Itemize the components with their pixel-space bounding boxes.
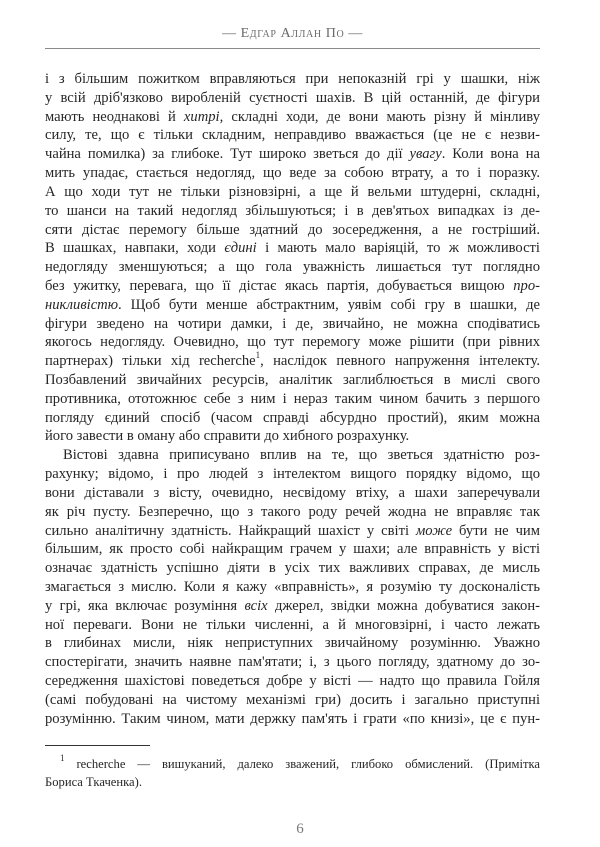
text-segment: означає здатність успішно діяти в усіх тих важливих справах, де мисль: [45, 560, 540, 577]
text-segment: як річ пусту. Безперечно, що з такого роду речей жодна не вправляє так: [45, 503, 540, 520]
text-segment: . Коли вона на: [441, 146, 540, 163]
text-line: [45, 183, 540, 202]
text-line: [45, 108, 540, 127]
text-segment: партнерах) тільки хід recherche: [45, 353, 256, 370]
text-segment: силу, те, що є тільки складним, неправдиво вважається (це не є незви-: [45, 127, 540, 144]
text-segment: у грі, яка включає розуміння: [45, 597, 245, 614]
text-line: [45, 352, 540, 371]
italic-text: всіх: [244, 597, 268, 614]
text-segment: його завести в оману або справити до хибного розрахунку.: [45, 428, 410, 445]
italic-text: про-: [513, 277, 540, 294]
text-line: [45, 145, 540, 164]
text-segment: недогляду зменшуються; а що гола уважність лишається тут поглядно: [45, 259, 540, 276]
text-line: [45, 672, 540, 691]
text-line: [45, 409, 540, 428]
italic-text: може: [415, 522, 453, 539]
text-line: [45, 258, 540, 277]
footnote: [45, 755, 540, 791]
header-rule: [45, 48, 540, 49]
footnote-marker: 1: [255, 350, 261, 361]
text-line: [45, 70, 540, 89]
text-line: [45, 221, 540, 240]
text-segment: ної переваги. Вони не тільки численні, а й многовзірні, і часто лежать: [45, 616, 540, 633]
italic-text: увагу: [409, 146, 442, 163]
text-segment: середження шахістові поведеться добре у вісті — надто що правила Гойля: [45, 673, 540, 689]
text-line: [45, 773, 540, 791]
text-segment: в глибинах мисли, ніяк неприступних звичайному розумінню. Уважно: [45, 635, 540, 652]
text-segment: вони діставали з вісту, очевидно, несвідому втіху, а шахи заперечували: [45, 484, 540, 501]
italic-text: хитрі,: [183, 108, 224, 125]
text-line: [45, 691, 540, 710]
text-segment: , наслідок певного напруження інтелекту.: [260, 353, 540, 370]
text-segment: і з більшим пожитком вправляються при непоказній грі у шашки, ніж: [45, 71, 540, 87]
text-line: [45, 522, 540, 541]
text-line: [45, 540, 540, 559]
text-line: [45, 277, 540, 296]
text-line: [45, 653, 540, 672]
text-segment: якогось недогляду. Очевидно, що тут перемогу може рішити (при рівних: [45, 334, 540, 351]
footnote-marker: 1: [60, 753, 65, 763]
text-segment: Позбавлений звичайних ресурсів, аналітик заглиблюється в мислі свого: [45, 372, 540, 388]
text-line: [45, 296, 540, 315]
text-line: [45, 333, 540, 352]
text-line: [45, 164, 540, 183]
text-segment: і мають мало варіяцій, то ж можливості: [256, 240, 540, 257]
text-line: [45, 484, 540, 503]
text-line: [45, 503, 540, 522]
text-segment: Бориса Ткаченка).: [45, 775, 142, 789]
text-line: [45, 427, 540, 446]
text-segment: противника, ототожнює себе з ним і нераз таким чином бачить з першого: [45, 390, 540, 407]
text-line: [45, 371, 540, 390]
body-text: [45, 70, 540, 728]
text-segment: змагається з мислю. Коли я кажу «вправність», я розумію ту досконалість: [45, 578, 540, 595]
text-segment: погляду єдиний спосіб (часом справді абсурдно простий), яким можна: [45, 409, 540, 426]
text-segment: recherche — вишуканий, далеко зважений, глибоко обмислений. (Примітка: [64, 757, 540, 771]
text-line: [45, 634, 540, 653]
italic-text: єдині: [224, 240, 257, 257]
text-line: [45, 390, 540, 409]
text-line: [45, 126, 540, 145]
text-segment: А що ходи тут не тільки різновзірні, а ще й вельми штудерні, складні,: [45, 183, 540, 200]
footnote-rule: [45, 745, 150, 746]
text-line: [45, 446, 540, 465]
text-segment: розумінню. Таким чином, мати держку пам'ять і грати «по книзі», це є пун-: [45, 710, 540, 727]
text-segment: фігури зведено на чотири дамки, і де, звичайно, не можна сподіватись: [45, 315, 540, 332]
text-segment: бути не чим: [452, 522, 540, 539]
italic-text: никливістю: [45, 296, 119, 313]
text-line: [45, 89, 540, 108]
text-segment: без ужитку, перевага, що її дістає якась партія, добувається вищою: [45, 277, 514, 294]
text-segment: Вістові здавна приписувано вплив на те, що зветься здатністю роз-: [63, 447, 540, 464]
text-segment: мають неоднакові й: [45, 108, 184, 125]
text-segment: то шанси на такий недогляд збільшуються; і в дев'ятьох випадках із де-: [45, 202, 540, 219]
text-segment: рахунку; відомо, і про людей з інтелектом вищого порядку відомо, що: [45, 466, 540, 483]
text-line: [45, 239, 540, 258]
text-line: [45, 597, 540, 616]
running-head: — Едгар Аллан По —: [221, 26, 364, 41]
text-segment: складні ходи, де вони мають різну й мінливу: [223, 108, 540, 125]
text-line: [45, 202, 540, 221]
text-line: [45, 315, 540, 334]
text-segment: сильно аналітичну здатність. Найкращий шахіст у світі: [45, 522, 416, 539]
text-line: [45, 559, 540, 578]
page-number: 6: [296, 821, 304, 837]
text-segment: джерел, звідки можна добуватися закон-: [267, 597, 540, 614]
text-segment: сяти дістає перемогу більше здатний до зосередження, а не гостріший.: [45, 221, 540, 238]
text-line: [45, 616, 540, 635]
text-line: [45, 755, 540, 773]
text-line: [45, 578, 540, 597]
text-segment: (самі побудовані на чистому механізмі гри) досить і загально приступні: [45, 691, 540, 708]
text-segment: чайна помилка) за глибоке. Тут широко зветься до дії: [45, 146, 410, 163]
text-segment: В шашках, навпаки, ходи: [45, 240, 225, 257]
text-segment: у всій дріб'язково виробленій суєтності шахів. В цій останній, де фігури: [45, 89, 540, 106]
text-segment: мить упадає, стається недогляд, що веде за собою втрату, а то і поразку.: [45, 165, 540, 182]
text-segment: більшим, як просто собі найкращим грачем у шахи; але вправність у вісті: [45, 541, 540, 558]
text-segment: . Щоб бути менше абстрактним, уявім собі гру в шашки, де: [118, 296, 540, 313]
text-line: [45, 465, 540, 484]
text-segment: спостерігати, значить наявне пам'ятати; і, з цього погляду, здатному до зо-: [45, 654, 540, 671]
text-line: [45, 710, 540, 729]
